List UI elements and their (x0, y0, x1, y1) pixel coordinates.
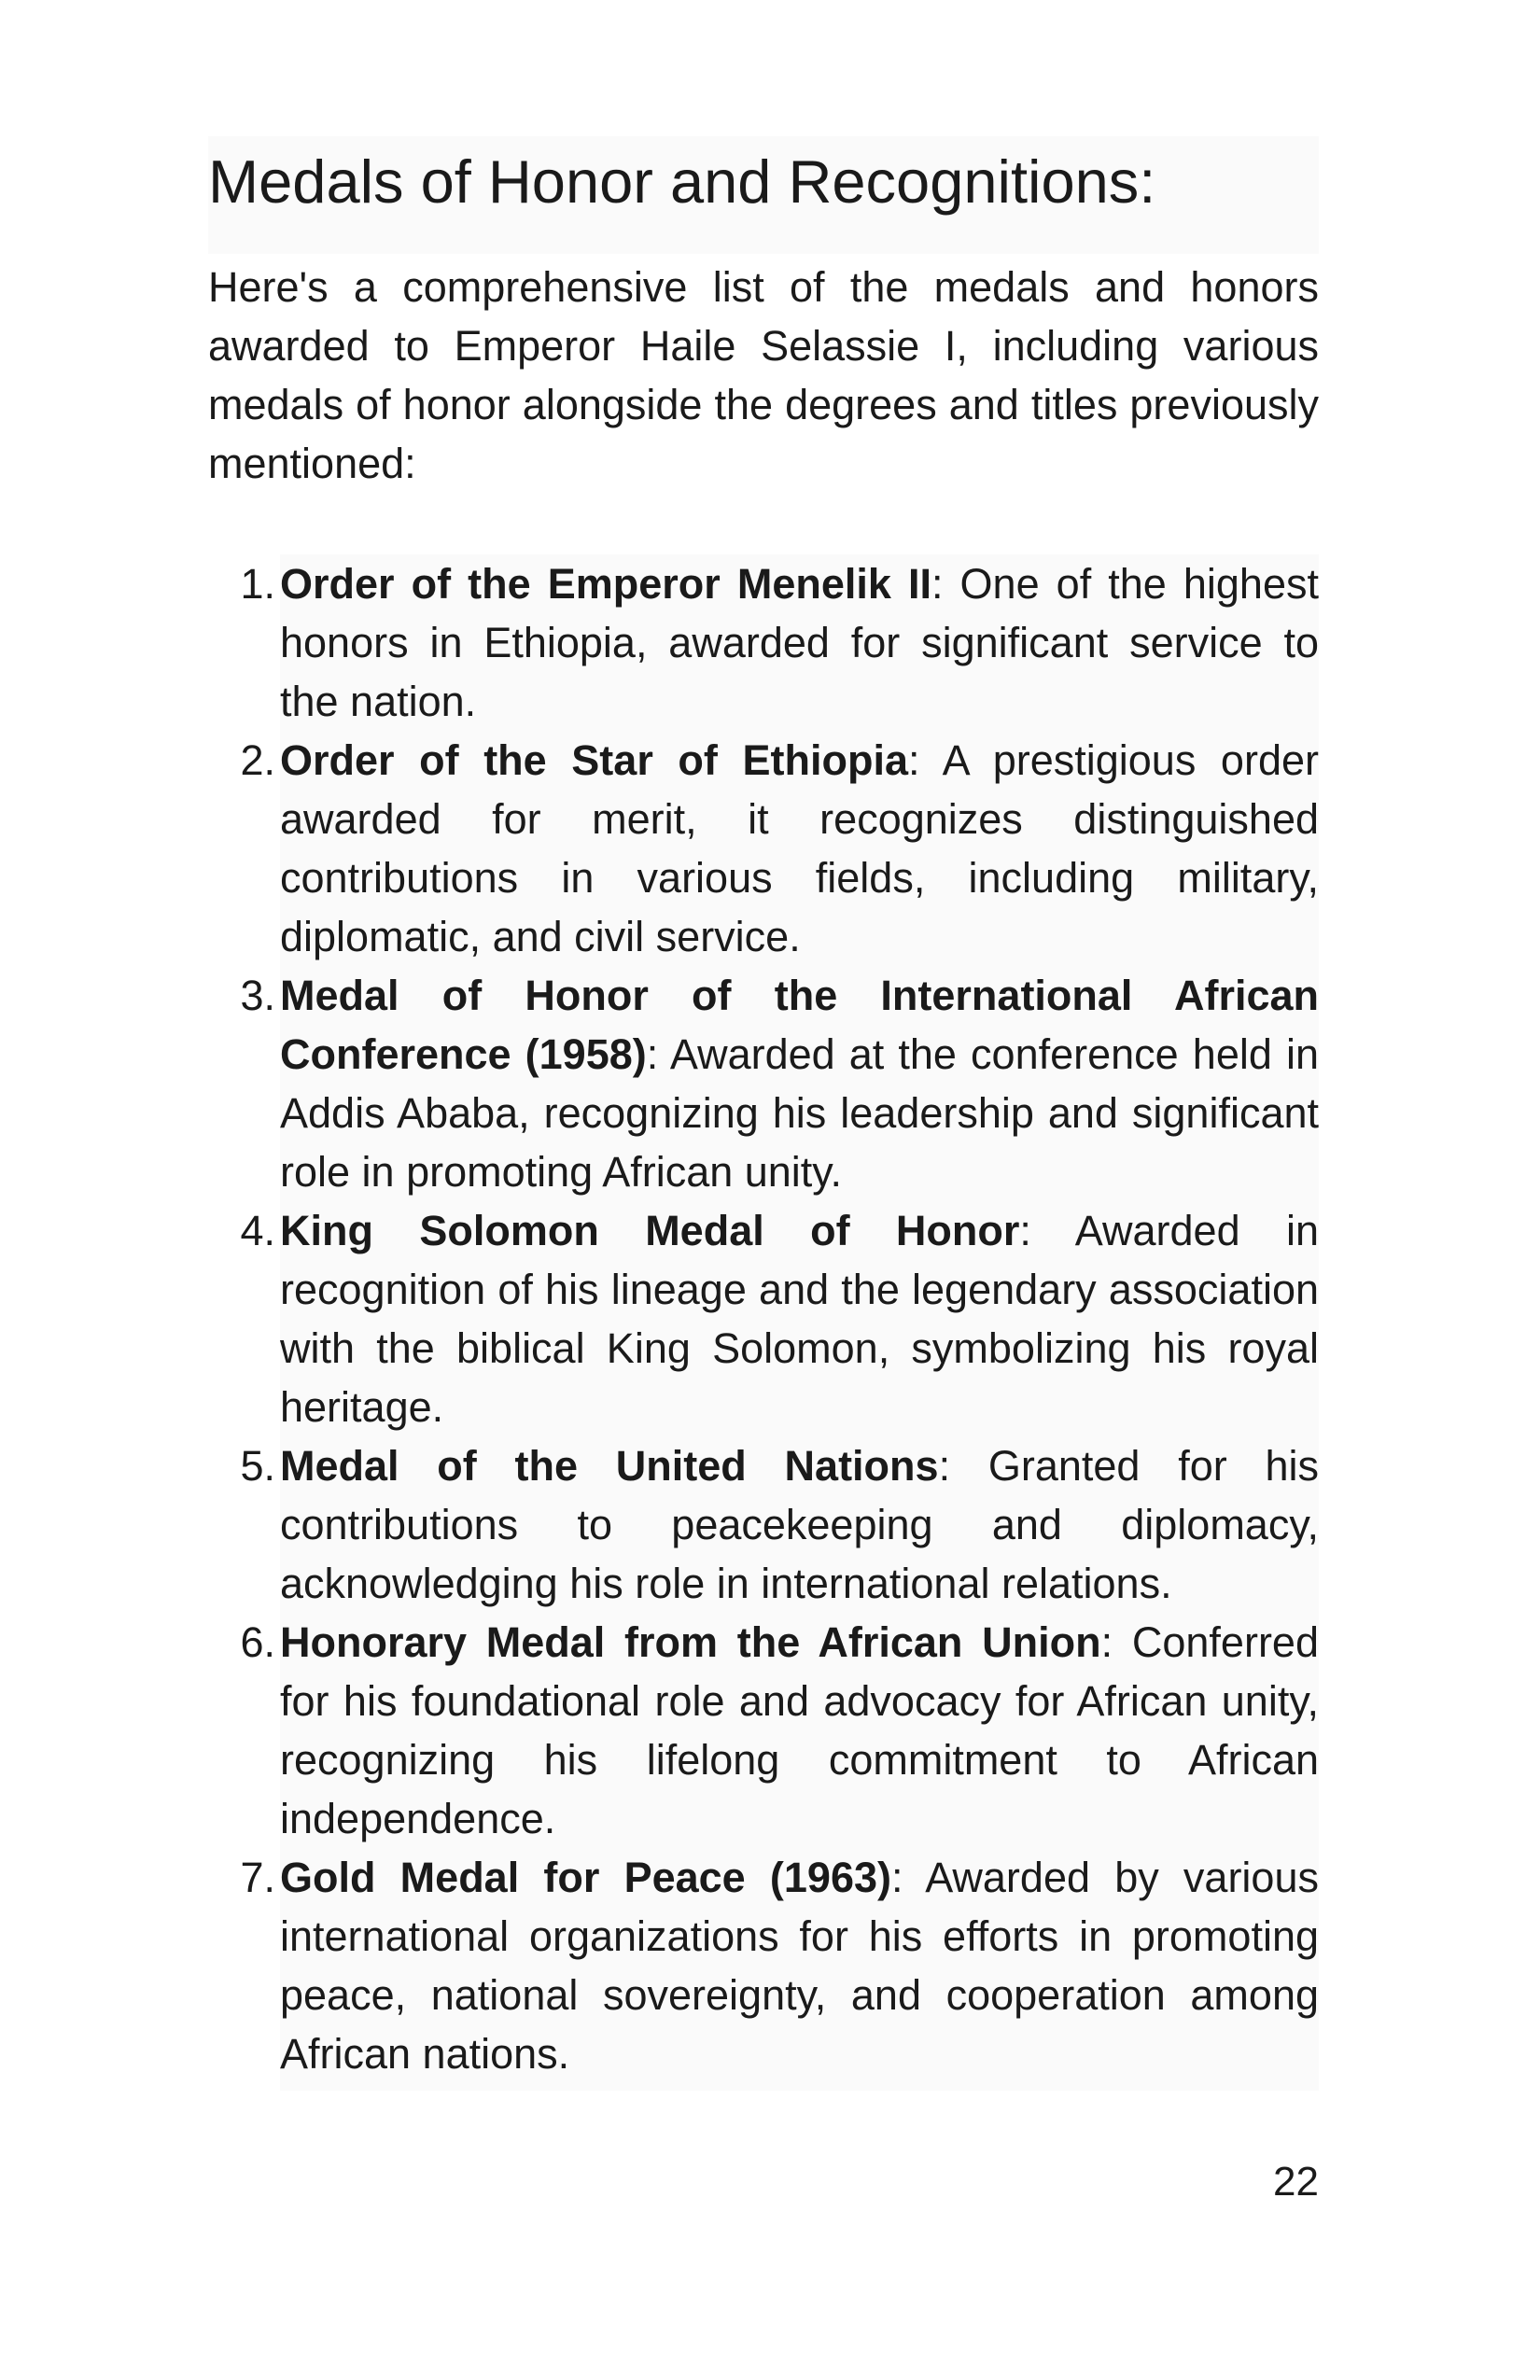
list-item-number: 5. (208, 1436, 280, 1495)
list-item-number: 4. (208, 1201, 280, 1260)
honor-description: : Awarded by various international organizations for his efforts in promoting peace, national sovereignty, and cooperation among African nations. (280, 1854, 1319, 2078)
honor-name: Medal of Honor of the International African Conference (1958) (280, 972, 1319, 1078)
page-title: Medals of Honor and Recognitions: (208, 147, 1156, 216)
honor-description: : One of the highest honors in Ethiopia, awarded for significant service to the nation. (280, 560, 1319, 725)
honors-list (208, 554, 1319, 2091)
list-item-text (208, 1436, 1319, 1613)
list-item (240, 731, 1319, 966)
list-item (240, 1436, 1319, 1613)
list-item-number: 3. (208, 966, 280, 1025)
list-item (240, 1848, 1319, 2083)
honor-description: : Awarded in recognition of his lineage and the legendary association with the biblical King Solomon, symbolizing his royal heritage. (280, 1207, 1319, 1431)
honor-name: Honorary Medal from the African Union (280, 1618, 1101, 1666)
list-item-text (208, 1848, 1319, 2083)
list-item-number: 2. (208, 731, 280, 790)
honor-name: King Solomon Medal of Honor (280, 1207, 1020, 1254)
list-item (240, 966, 1319, 1201)
list-item-number: 1. (208, 554, 280, 613)
list-item-number: 7. (208, 1848, 280, 1907)
list-item (240, 1201, 1319, 1436)
honor-name: Order of the Emperor Menelik II (280, 560, 931, 608)
list-item-text (208, 1613, 1319, 1848)
honor-name: Order of the Star of Ethiopia (280, 736, 908, 784)
honor-name: Gold Medal for Peace (1963) (280, 1854, 891, 1901)
list-item-text (208, 1201, 1319, 1436)
honor-description: : A prestigious order awarded for merit, it recognizes distinguished contributions in various fields, including military, diplomatic, and civil service. (280, 736, 1319, 960)
honors-list-body (240, 554, 1319, 2091)
list-item (240, 554, 1319, 731)
honor-description: : Awarded at the conference held in Addis Ababa, recognizing his leadership and significant role in promoting African unity. (280, 1030, 1319, 1196)
intro-paragraph: Here's a comprehensive list of the medals and honors awarded to Emperor Haile Selassie I, including various medals of honor alongside the degrees and titles previously mentioned: (208, 263, 1319, 487)
page-content (208, 136, 1319, 2091)
honor-description: : Granted for his contributions to peacekeeping and diplomacy, acknowledging his role in international relations. (280, 1442, 1319, 1607)
list-item (240, 1613, 1319, 1848)
honor-description: : Conferred for his foundational role and advocacy for African unity, recognizing his lifelong commitment to African independence. (280, 1618, 1319, 1842)
heading-band (208, 136, 1319, 254)
list-item-text (208, 966, 1319, 1201)
list-item-text (208, 554, 1319, 731)
list-item-number: 6. (208, 1613, 280, 1672)
page-number: 22 (1273, 2159, 1319, 2205)
list-item-text (208, 731, 1319, 966)
honor-name: Medal of the United Nations (280, 1442, 939, 1490)
